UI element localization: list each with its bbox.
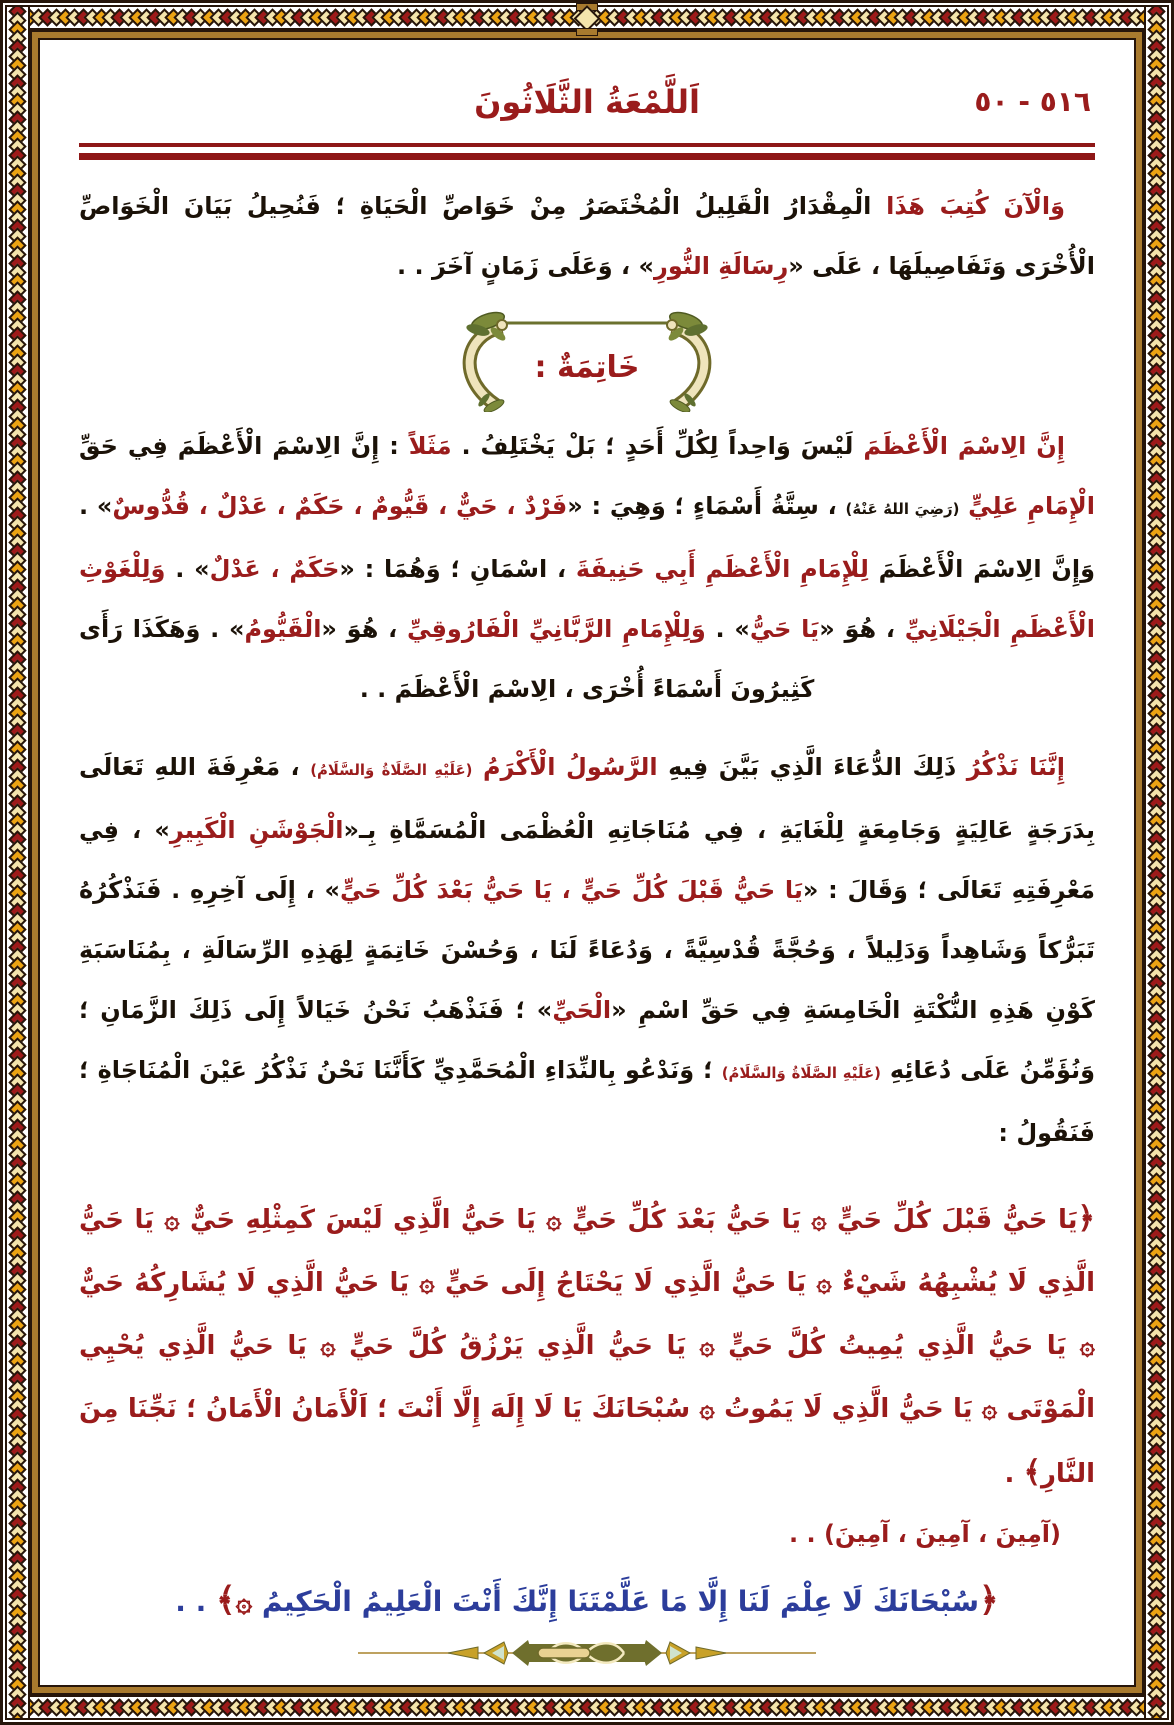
- paragraph-greatest-name: [79, 416, 1095, 719]
- text-segment-black: ، اسْمَانِ ؛ وَهُمَا : «: [339, 555, 576, 583]
- header-double-rule: [79, 143, 1095, 160]
- text-segment-black: » ، إِلَى آخِرِهِ . فَنَذْكُرُهُ تَبَرُّكاً وَشَاهِداً وَدَلِيلاً ، وَحُجَّةً قُدْسِيَّةً ، وَدُعَاءً لَنَا ، وَحُسْنَ خَاتِمَةٍ لِهَذِهِ الرِّسَالَةِ ، بِمُنَاسَبَةِ كَوْنِ هَذِهِ النُّكْتَةِ الْخَامِسَةِ فِي حَقِّ اسْمِ «: [79, 876, 1095, 1024]
- text-segment-red: يَا حَيُّ: [749, 615, 820, 643]
- khatimah-label: خَاتِمَةٌ :: [534, 349, 640, 385]
- text-segment-red: وَلِلْإِمَامِ الرَّبَّانِيِّ الْفَارُوقِيِّ: [406, 615, 706, 643]
- text-segment-black: الْمِقْدَارُ الْقَلِيلُ الْمُخْتَصَرُ مِنْ خَوَاصِّ الْحَيَاةِ ؛ فَنُحِيلُ بَيَانَ الْخَوَاصِّ الْأُخْرَى وَتَفَاصِيلَهَا ، عَلَى «: [79, 192, 1095, 280]
- text-segment-red-small: (عَلَيْهِ الصَّلَاةُ وَالسَّلَامُ): [721, 1064, 881, 1082]
- text-segment-red: الْقَيُّومُ: [244, 615, 322, 643]
- text-segment-red: رِسَالَةِ النُّورِ: [654, 252, 789, 280]
- text-segment-red-small: (عَلَيْهِ الصَّلَاةُ وَالسَّلَامُ): [310, 761, 473, 779]
- text-segment-blue: . .: [175, 1585, 217, 1618]
- text-segment-bigbracket: ﴾: [1023, 1455, 1041, 1490]
- border-chain-bottom: [5, 1695, 1169, 1720]
- border-top-tab-inner: [576, 28, 598, 36]
- text-segment-black: ، مَعْرِفَةَ اللهِ تَعَالَى بِدَرَجَةٍ عَالِيَةٍ وَجَامِعَةٍ لِلْغَايَةِ ، فِي مُنَاجَاتِهِ الْعُظْمَى الْمُسَمَّاةِ بِـ«: [79, 753, 1095, 844]
- text-segment-black: [472, 753, 483, 781]
- text-segment-black: ، سِتَّةُ أَسْمَاءٍ ؛ وَهِيَ : «: [567, 492, 846, 520]
- paragraph-intro: [79, 176, 1095, 296]
- text-segment-red: وَالْآنَ كُتِبَ هَذَا: [871, 192, 1065, 220]
- text-segment-bigbracket: ﴿: [1077, 1201, 1095, 1236]
- text-segment-red: فَرْدٌ ، حَيٌّ ، قَيُّومٌ ، حَكَمٌ ، عَدْلٌ ، قُدُّوسٌ: [112, 492, 568, 520]
- text-segment-red: الْحَيِّ: [552, 996, 612, 1024]
- paragraph-amin: [79, 1508, 1095, 1560]
- text-segment-black: : إِنَّ الِاسْمَ الْأَعْظَمَ فِي حَقِّ: [79, 432, 409, 460]
- text-segment-red: (آمِينَ ، آمِينَ ، آمِينَ) . .: [789, 1520, 1061, 1548]
- text-segment-black: لَيْسَ وَاحِداً لِكُلِّ أَحَدٍ ؛ بَلْ يَخْتَلِفُ .: [451, 432, 864, 460]
- text-segment-red: إِنَّنَا نَذْكُرُ: [966, 753, 1065, 781]
- text-segment-black: » ، وَعَلَى زَمَانٍ آخَرَ . .: [397, 252, 655, 280]
- text-segment-black: » .: [705, 615, 750, 643]
- text-segment-black: ذَلِكَ الدُّعَاءَ الَّذِي بَيَّنَ فِيهِ: [657, 753, 967, 781]
- text-segment-red: الرَّسُولُ الْأَكْرَمُ: [482, 753, 658, 781]
- page-content: [79, 47, 1095, 1682]
- text-segment-red: الْجَوْشَنِ الْكَبِيرِ: [169, 816, 344, 844]
- text-segment-red: يَا حَيُّ قَبْلَ كُلِّ حَيٍّ ، يَا حَيُّ بَعْدَ كُلِّ حَيٍّ: [339, 876, 803, 904]
- text-segment-red: .: [1004, 1459, 1024, 1489]
- text-segment-vbracket: ﴾: [216, 1580, 236, 1619]
- page-number: ٥١٦ - ٥٠: [974, 85, 1091, 118]
- text-segment-black: [959, 492, 968, 520]
- text-segment-red: الْإِمَامِ عَلِيٍّ: [968, 492, 1095, 520]
- text-segment-black-small: (رَضِيَ اللهُ عَنْهُ): [845, 500, 960, 518]
- text-segment-vbracket: ﴿: [979, 1580, 999, 1619]
- text-segment-red: وَلِلْغَوْثِ الْأَعْظَمِ الْجَيْلَانِيِّ: [79, 555, 1095, 643]
- text-segment-black: » .: [165, 555, 210, 583]
- text-segment-vrosette: ۞: [235, 1585, 253, 1618]
- text-segment-black: ، هُوَ «: [321, 615, 407, 643]
- text-segment-red: يَا حَيُّ قَبْلَ كُلِّ حَيٍّ ۞ يَا حَيُّ بَعْدَ كُلِّ حَيٍّ ۞ يَا حَيُّ الَّذِي لَيْسَ كَمِثْلِهِ حَيٌّ ۞ يَا حَيُّ الَّذِي لَا يُشْبِهُهُ شَيْءٌ ۞ يَا حَيُّ الَّذِي لَا يَحْتَاجُ إِلَى حَيٍّ ۞ يَا حَيُّ الَّذِي لَا يُشَارِكُهُ حَيٌّ ۞ يَا حَيُّ الَّذِي يُمِيتُ كُلَّ حَيٍّ ۞ يَا حَيُّ الَّذِي يَرْزُقُ كُلَّ حَيٍّ ۞ يَا حَيُّ الَّذِي يُحْيِي الْمَوْتَى ۞ يَا حَيُّ الَّذِي لَا يَمُوتُ ۞ سُبْحَانَكَ يَا لَا إِلَهَ إِلَّا أَنْتَ ؛ اَلْأَمَانُ الْأَمَانُ ؛ نَجِّنَا مِنَ النَّارِ: [79, 1205, 1095, 1489]
- text-segment-black: » ؛ فَنَذْهَبُ نَحْنُ خَيَالاً إِلَى ذَلِكَ الزَّمَانِ ؛ وَنُؤَمِّنُ عَلَى دُعَائِهِ: [79, 996, 1095, 1084]
- text-segment-black: ، هُوَ «: [819, 615, 905, 643]
- text-segment-black: » . وَهَكَذَا رَأَى كَثِيرُونَ أَسْمَاءً أُخْرَى ، الِاسْمَ الْأَعْظَمَ . .: [79, 615, 815, 703]
- text-segment-red: لِلْإِمَامِ الْأَعْظَمِ أَبِي حَنِيفَةَ: [575, 555, 869, 583]
- text-segment-black: » . وَإِنَّ الِاسْمَ الْأَعْظَمَ: [79, 492, 1095, 583]
- paragraph-jawshan: [79, 737, 1095, 1163]
- text-segment-black: » ، فِي مَعْرِفَتِهِ تَعَالَى ؛ وَقَالَ : «: [79, 816, 1095, 904]
- text-segment-red: مَثَلاً: [408, 432, 452, 460]
- footer-divider-graphic: [352, 1632, 822, 1674]
- page-header: [79, 71, 1095, 133]
- paragraph-quran-verse: [79, 1570, 1095, 1632]
- footer-divider-ornament: [352, 1632, 822, 1674]
- text-segment-red: إِنَّ الِاسْمَ الْأَعْظَمَ: [863, 432, 1066, 460]
- text-segment-black: ؛ وَنَدْعُو بِالنِّدَاءِ الْمُحَمَّدِيِّ كَأَنَّنَا نَحْنُ نَذْكُرُ عَيْنَ الْمُنَاجَاةِ ؛ فَنَقُولُ :: [79, 1056, 1095, 1147]
- paragraph-prayer-litany: [79, 1187, 1095, 1506]
- khatimah-ornament: [422, 308, 752, 412]
- text-segment-red: حَكَمٌ ، عَدْلٌ: [209, 555, 340, 583]
- border-chain-left: [5, 5, 30, 1720]
- border-chain-right: [1144, 5, 1169, 1720]
- page-title: اَللَّمْعَةُ الثَّلَاثُونَ: [474, 83, 700, 121]
- text-segment-blue: سُبْحَانَكَ لَا عِلْمَ لَنَا إِلَّا مَا عَلَّمْتَنَا إِنَّكَ أَنْتَ الْعَلِيمُ الْحَكِيمُ: [252, 1585, 980, 1618]
